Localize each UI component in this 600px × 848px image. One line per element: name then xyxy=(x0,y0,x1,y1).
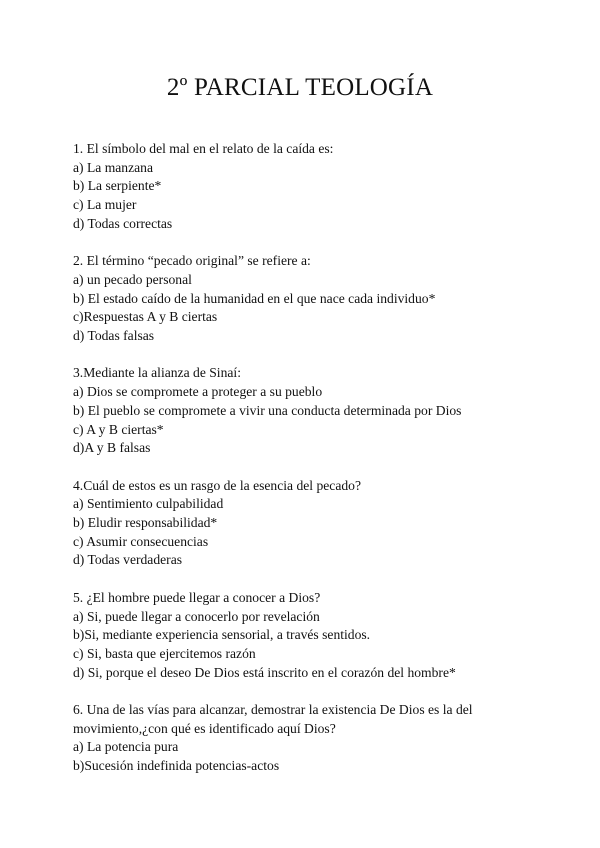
answer-option: c)Respuestas A y B ciertas xyxy=(73,309,218,325)
question-3 xyxy=(73,364,593,458)
answer-option: a) La potencia pura xyxy=(73,739,179,755)
answer-option: a) Sentimiento culpabilidad xyxy=(73,496,224,512)
question-2 xyxy=(73,252,593,346)
question-text: 3.Mediante la alianza de Sinaí: xyxy=(73,365,241,381)
answer-option: c) Si, basta que ejercitemos razón xyxy=(73,645,256,661)
answer-option: a) Dios se compromete a proteger a su pueblo xyxy=(73,384,323,400)
answer-option: b) El pueblo se compromete a vivir una conducta determinada por Dios xyxy=(73,402,462,418)
question-text: 6. Una de las vías para alcanzar, demostrar la existencia De Dios es la del movimiento,¿con qué es identificado aquí Dios? xyxy=(73,702,473,736)
answer-option: b)Si, mediante experiencia sensorial, a través sentidos. xyxy=(73,627,371,643)
answer-option: a) Si, puede llegar a conocerlo por revelación xyxy=(73,608,320,624)
answer-option: c) Asumir consecuencias xyxy=(73,533,209,549)
answer-option: a) La manzana xyxy=(73,159,153,175)
question-6 xyxy=(73,701,593,776)
answer-option: d) Todas correctas xyxy=(73,215,173,231)
answer-option: c) La mujer xyxy=(73,197,137,213)
answer-option: b) La serpiente* xyxy=(73,178,162,194)
answer-option: b)Sucesión indefinida potencias-actos xyxy=(73,758,280,774)
question-text: 2. El término “pecado original” se refiere a: xyxy=(73,253,311,269)
page-title: 2º PARCIAL TEOLOGÍA xyxy=(166,74,434,101)
answer-option: a) un pecado personal xyxy=(73,271,192,287)
answer-option: d) Si, porque el deseo De Dios está inscrito en el corazón del hombre* xyxy=(73,664,456,680)
answer-option: d)A y B falsas xyxy=(73,440,151,456)
answer-option: b) Eludir responsabilidad* xyxy=(73,515,218,531)
answer-option: b) El estado caído de la humanidad en el que nace cada individuo* xyxy=(73,290,436,306)
answer-option: d) Todas verdaderas xyxy=(73,552,183,568)
question-1 xyxy=(73,140,593,234)
question-4 xyxy=(73,477,593,571)
question-5 xyxy=(73,589,593,683)
question-list xyxy=(73,140,593,776)
question-text: 4.Cuál de estos es un rasgo de la esencia del pecado? xyxy=(73,477,362,493)
answer-option: c) A y B ciertas* xyxy=(73,421,164,437)
question-text: 1. El símbolo del mal en el relato de la caída es: xyxy=(73,141,334,156)
answer-option: d) Todas falsas xyxy=(73,328,155,344)
question-text: 5. ¿El hombre puede llegar a conocer a Dios? xyxy=(73,589,321,605)
